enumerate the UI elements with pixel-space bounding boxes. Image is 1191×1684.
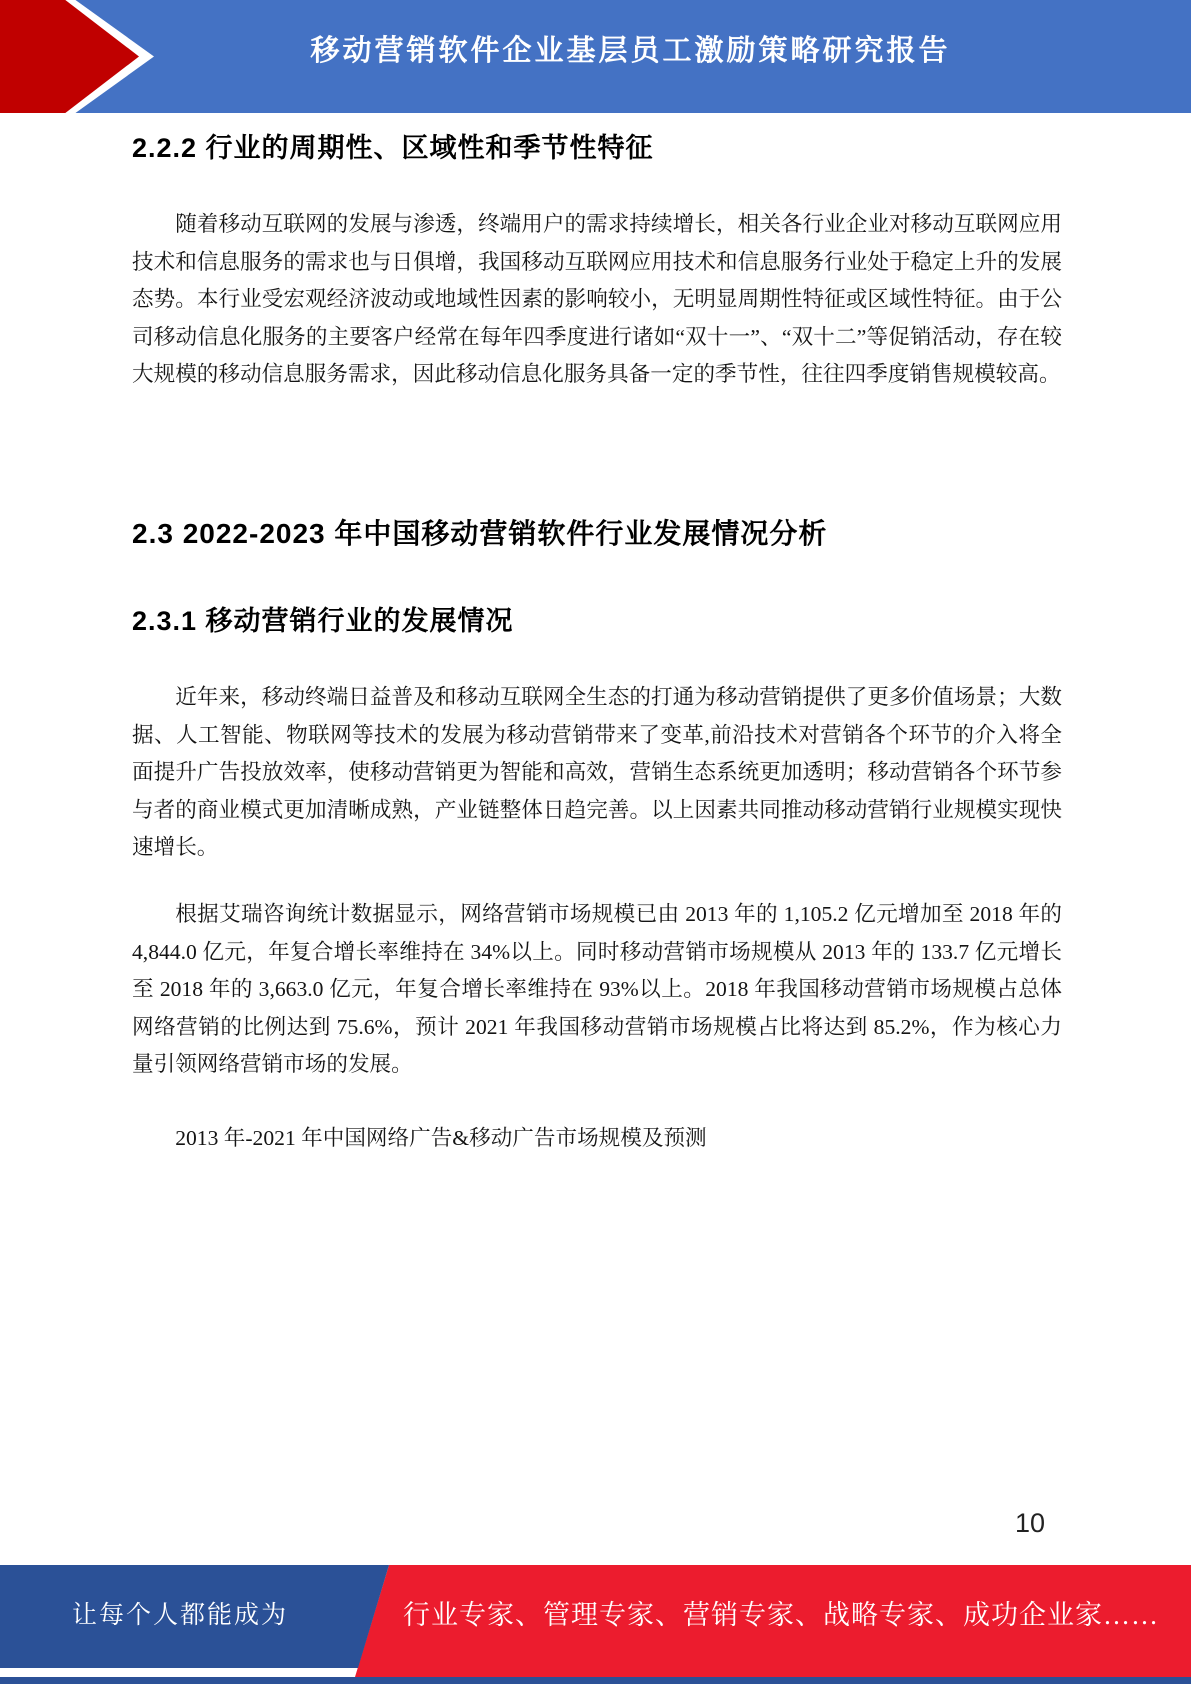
paragraph-market-statistics: 根据艾瑞咨询统计数据显示，网络营销市场规模已由 2013 年的 1,105.2 亿元增加至 2018 年的 4,844.0 亿元，年复合增长率维持在 34%以上。同时移动营销市场规模从 2013 年的 133.7 亿元增长至 2018 年的 3,663.0 亿元，年复合增长率维持在 93%以上。2018 年我国移动营销市场规模占总体网络营销的比例达到 75.6%，预计 2021 年我国移动营销市场规模占比将达到 85.2%，作为核心力量引领网络营销市场的发展。: [132, 902, 1062, 1076]
header-banner: [0, 0, 1191, 113]
footer-slogan-right: 行业专家、管理专家、营销专家、战略专家、成功企业家……: [403, 1600, 1159, 1630]
footer-bottom-strip: [0, 1677, 1191, 1684]
chart-caption: 2013 年-2021 年中国网络广告&移动广告市场规模及预测: [175, 1126, 707, 1150]
section-heading-2-3: 2.3 2022-2023 年中国移动营销软件行业发展情况分析: [132, 518, 828, 549]
page-number: 10: [1014, 1508, 1046, 1538]
footer-slogan-left: 让每个人都能成为: [71, 1602, 288, 1629]
report-title: 移动营销软件企业基层员工激励策略研究报告: [310, 35, 951, 67]
section-heading-2-2-2: 2.2.2 行业的周期性、区域性和季节性特征: [132, 133, 654, 163]
footer-banner: [0, 1565, 1191, 1684]
paragraph-cyclicality: 随着移动互联网的发展与渗透，终端用户的需求持续增长，相关各行业企业对移动互联网应用技术和信息服务的需求也与日俱增，我国移动互联网应用技术和信息服务行业处于稳定上升的发展态势。本行业受宏观经济波动或地域性因素的影响较小，无明显周期性特征或区域性特征。由于公司移动信息化服务的主要客户经常在每年四季度进行诸如“双十一”、“双十二”等促销活动，存在较大规模的移动信息服务需求，因此移动信息化服务具备一定的季节性，往往四季度销售规模较高。: [132, 212, 1062, 386]
section-heading-2-3-1: 2.3.1 移动营销行业的发展情况: [132, 606, 514, 636]
paragraph-industry-development: 近年来，移动终端日益普及和移动互联网全生态的打通为移动营销提供了更多价值场景；大数据、人工智能、物联网等技术的发展为移动营销带来了变革,前沿技术对营销各个环节的介入将全面提升广告投放效率，使移动营销更为智能和高效，营销生态系统更加透明；移动营销各个环节参与者的商业模式更加清晰成熟，产业链整体日趋完善。以上因素共同推动移动营销行业规模实现快速增长。: [132, 685, 1062, 859]
